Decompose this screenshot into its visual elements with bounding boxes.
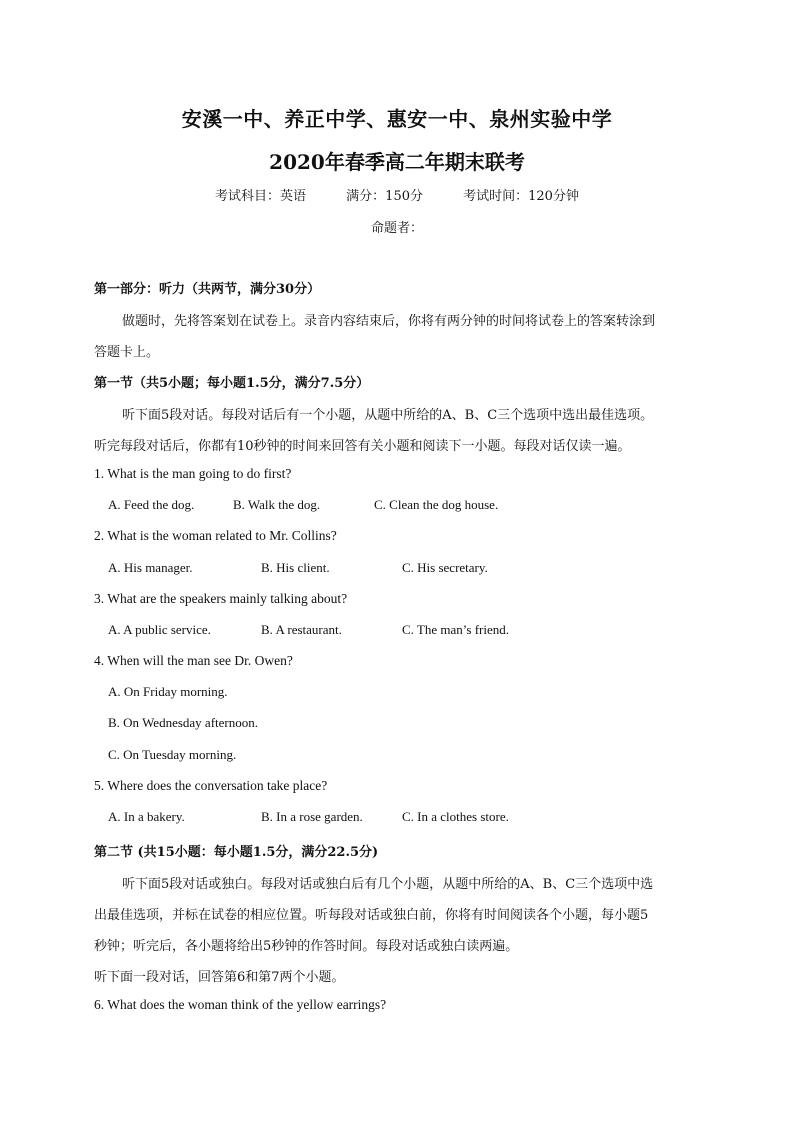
q4-option-b: B. On Wednesday afternoon. <box>108 715 258 730</box>
q3-option-b: B. A restaurant. <box>261 622 342 637</box>
q1-option-b: B. Walk the dog. <box>233 497 321 512</box>
section1-instr-line1: 听下面5段对话。每段对话后有一个小题，从题中所给的A、B、C三个选项中选出最佳选项。 <box>122 408 654 423</box>
q5-option-c: C. In a clothes store. <box>402 809 509 824</box>
question-2: 2. What is the woman related to Mr. Collins? <box>94 528 337 543</box>
q3-option-a: A. A public service. <box>108 622 211 637</box>
section2-instr-line3: 秒钟；听完后，各小题将给出5秒钟的作答时间。每段对话或独白读两遍。 <box>94 939 519 954</box>
q5-option-b: B. In a rose garden. <box>261 809 363 824</box>
question-4: 4. When will the man see Dr. Owen? <box>94 653 293 668</box>
part1-intro-line2: 答题卡上。 <box>94 345 160 360</box>
exam-meta <box>0 185 794 204</box>
q2-option-a: A. His manager. <box>108 560 193 575</box>
section1-heading: 第一节（共5小题；每小题1.5分，满分7.5分） <box>94 376 370 391</box>
q2-option-b: B. His client. <box>261 560 330 575</box>
q1-option-a: A. Feed the dog. <box>108 497 195 512</box>
exam-title-schools: 安溪一中、养正中学、惠安一中、泉州实验中学 <box>181 107 613 131</box>
part1-heading: 第一部分：听力（共两节，满分30分） <box>94 282 321 297</box>
exam-subject: 考试科目：英语 <box>215 189 307 204</box>
q3-option-c: C. The man’s friend. <box>402 622 509 637</box>
question-5: 5. Where does the conversation take place? <box>94 778 328 793</box>
exam-full-score: 满分：150分 <box>346 189 423 204</box>
question-1: 1. What is the man going to do first? <box>94 466 292 481</box>
section2-heading: 第二节 (共15小题：每小题1.5分，满分22.5分) <box>94 845 379 860</box>
section2-sub-instruction: 听下面一段对话，回答第6和第7两个小题。 <box>94 970 345 985</box>
q5-option-a: A. In a bakery. <box>108 809 185 824</box>
section2-instr-line1: 听下面5段对话或独白。每段对话或独白后有几个小题，从题中所给的A、B、C三个选项中选 <box>122 877 654 892</box>
section1-instr-line2: 听完每段对话后，你都有10秒钟的时间来回答有关小题和阅读下一小题。每段对话仅读一遍。 <box>94 439 631 454</box>
q4-option-c: C. On Tuesday morning. <box>108 747 237 762</box>
exam-time: 考试时间：120分钟 <box>463 189 579 204</box>
question-3: 3. What are the speakers mainly talking about? <box>94 591 348 606</box>
exam-title-term: 2020年春季高二年期末联考 <box>269 150 525 174</box>
question-6: 6. What does the woman think of the yellow earrings? <box>94 997 387 1012</box>
q2-option-c: C. His secretary. <box>402 560 488 575</box>
q4-option-a: A. On Friday morning. <box>108 684 228 699</box>
q1-option-c: C. Clean the dog house. <box>374 497 499 512</box>
section2-instr-line2: 出最佳选项，并标在试卷的相应位置。听每段对话或独白前，你将有时间阅读各个小题，每小题5 <box>94 908 649 923</box>
exam-author: 命题者： <box>370 221 423 236</box>
part1-intro-line1: 做题时，先将答案划在试卷上。录音内容结束后，你将有两分钟的时间将试卷上的答案转涂到 <box>122 314 656 329</box>
